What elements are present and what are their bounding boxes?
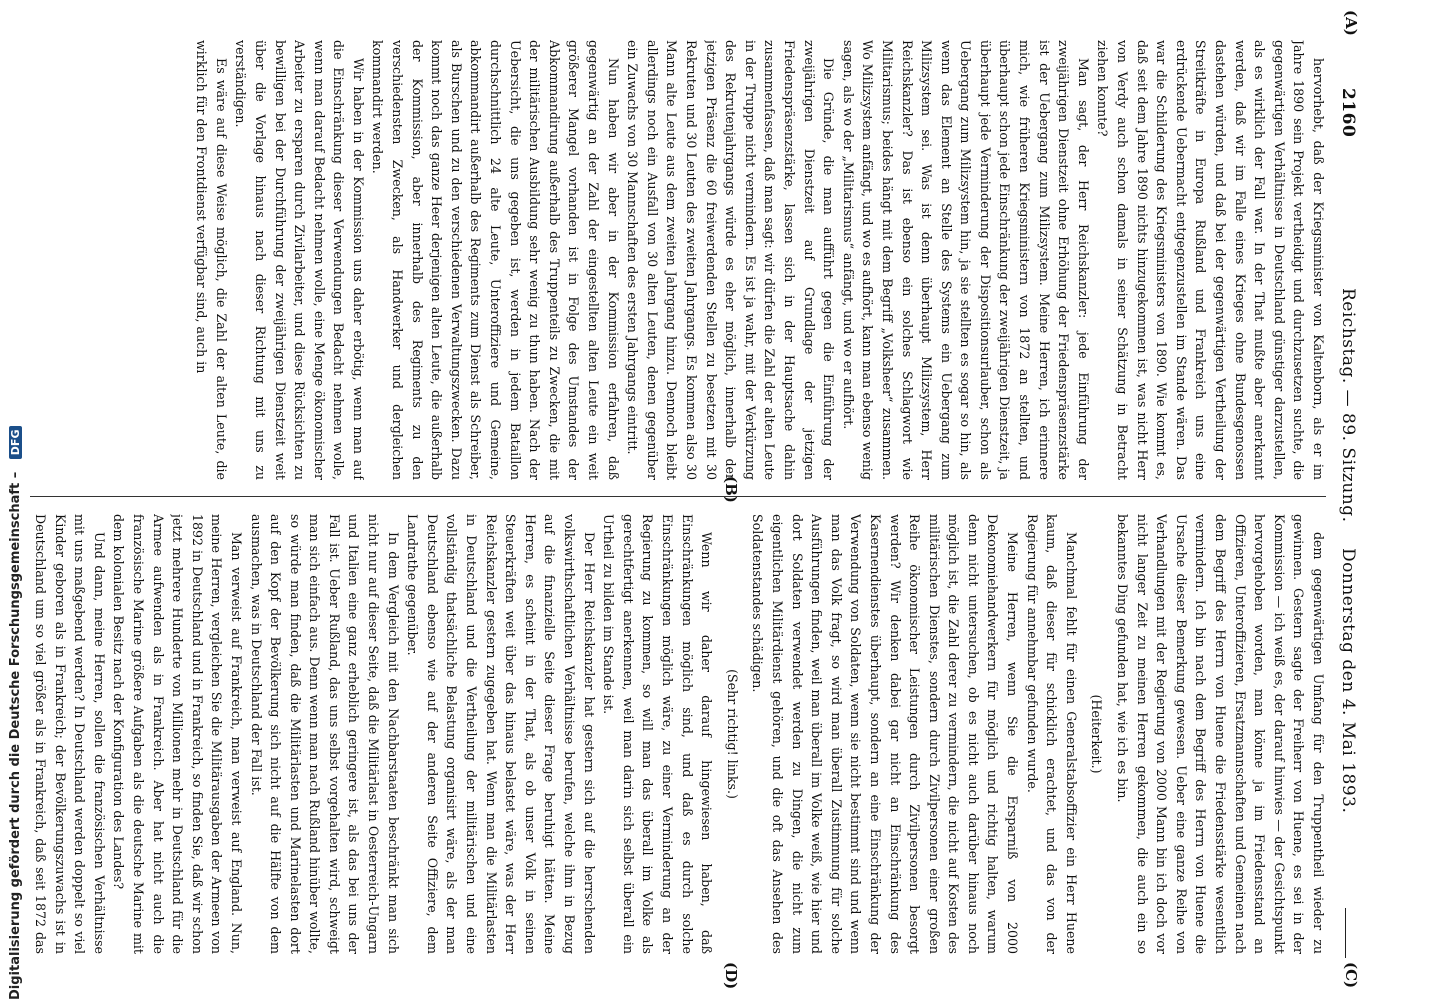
page-number: 2160 [1338,88,1358,138]
margin-mark-d: (D) [722,962,740,990]
header-title: Reichstag. — 89. Sitzung. [1338,288,1358,523]
margin-mark-a: (A) [1342,10,1360,36]
column-divider [26,496,1326,497]
margin-mark-b: (B) [722,476,740,503]
margin-mark-c: (C) [1342,962,1360,989]
paragraph: Wir haben in der Kommission uns daher erbötig, wenn man auf die Einschränkung dieser Verwendungen Bedacht nehmen wolle, wenn man darauf Bedacht nehmen wolle, eine Menge ökonomischer Arbeiter zu ersparen durch Zivilarbeiter, und diese Rücksichten zu bewilligen bei der Durchführung der zweijährigen Dienstzeit weit über die Vorlage hinaus nach dieser Richtung mit uns zu verständigen. [233,40,366,480]
right-column [18,514,1328,954]
paragraph: In dem Vergleich mit den Nachbarstaaten beschränkt man sich nicht nur auf dieser Seite, daß die Militärlast in Oesterreich-Ungarn und Italien eine ganz erheblich geringere ist, als das bei uns der Fall ist. Ueber Rußland, das uns selbst vorgehalten wird, schweigt man sich einfach aus. Denn wenn man nach Rußland hinüber wollte, so würde man finden, daß die Militärlasten und Marinelasten dort auf den Kopf der Bevölkerung sich nicht auf die Hälfte von dem ausmachen, was in Deutschland der Fall ist. [248,514,401,954]
digitization-credit-strip [0,0,30,1000]
paragraph: Man verweist auf Frankreich, man verweist auf England. Nun, meine Herren, vergleichen Sie die Militärausgaben der Armeen von 1892 in Deutschland und in Frankreich, so finden Sie, daß wir schon jetzt mehrere Hunderte von Millionen mehr in Deutschland für die Armee aufwenden als in Frankreich. Aber hat nicht auch die französische Marine größere Aufgaben als die deutsche Marine mit dem kolonialen Besitz nach der Konfiguration des Landes? [111,514,244,954]
interjection: (Sehr richtig! links.) [724,669,740,799]
digitization-credit [8,10,23,1000]
paragraph: Der Herr Reichskanzler hat gestern sich auf die herrschenden volkswirthschaftlichen Verhältnisse berufen, welche ihm in Bezug auf die finanzielle Seite dieser Frage beruhigt hätten. Meine Herren, es scheint in der That, als ob unser Volk in seinen Steuerkräften weit über das hinaus belastet wäre, was der Herr Reichskanzler gestern zugegeben hat. Wenn man die Militärlasten in Deutschland und die Vertheilung der militärischen und eine vollständig thatsächliche Belastung organisirt wäre, als der man Deutschland ebenso wie auf der anderen Seite Offiziere, dem Landrathe gegenüber. [405,514,597,954]
paragraph: Es wäre auf diese Weise möglich, die Zahl der alten Leute, die wirklich für den Frontdienst verfügbar sind, auch in [194,40,229,480]
paragraph: Manchmal fehlt für einen Generalstabsoffizier ein Herr Huene kaum, daß dieser für schicklich erachtet, und das von der Regierung für annehmbar gefunden wurde. [1024,514,1079,954]
page-header [1332,48,1362,958]
paragraph: hervorhebt, daß der Kriegsminister von Kaltenborn, als er im Jahre 1890 sein Projekt vertheidigt und durchzusetzen suchte, die gegenwärtigen Verhältnisse in Deutschland günstiger darzustellen, als es wirklich der Fall war. In der That mußte aber anerkannt werden, daß wir im Falle eines Krieges ohne Bundesgenossen dastehen würden, und daß bei der gegenwärtigen Vertheilung der Streitkräfte in Europa Rußland und Frankreich uns eine erdrückende Uebermacht entgegenzustellen im Stande wären. Das war die Schilderung des Kriegsministers von 1890. Wie kommt es, daß seit dem Jahre 1890 nichts hinzugekommen ist, was nicht Herr von Verdy auch schon damals in seiner Schätzung in Betracht ziehen konnte? [1095,40,1326,480]
paragraph: Und dann, meine Herren, sollen die französischen Verhältnisse mit uns maßgebend werden? In Deutschland werden doppelt so viel Kinder geboren als in Frankreich; der Bevölkerungszuwachs ist in Deutschland um so viel größer als in Frankreich, daß seit 1872 das [33,514,107,954]
header-rule [1345,908,1346,958]
paragraph: Wenn wir daher darauf hingewiesen haben, daß Einschränkungen möglich sind, und daß es durch solche Einschränkungen möglich wäre, zu einer Verminderung an der Regierung zu kommen, so will man das überall im Volke als gerechtfertigt anerkennen, weil man darin sich selbst überall ein Urtheil zu bilden im Stande ist. [601,514,715,954]
left-column [18,40,1328,480]
paragraph: dem gegenwärtigen Umfang für den Truppentheil wieder zu gewinnen. Gestern sagte der Freiherr von Huene, es sei in der Kommission — ich weiß es, der darauf hinwies — der Gesichtspunkt hervorgehoben worden, man könne ja im Friedensstand an Offizieren, Unteroffizieren, Ersatzmannschaften und Gemeinen nach dem Begriff des Herrn von Huene die Friedensstärke wesentlich vermindern. Ich bin nach dem Begriff des Herrn von Huene die Ursache dieser Bemerkung gewesen. Ueber eine ganze Reihe von Verhandlungen mit der Regierung von 2000 Mann bin ich doch vor nicht langer Zeit zu meinen Herren gekommen, die auch ein so bekanntes Ding gefunden hat, wie ich es bin. [1115,514,1326,954]
interjection: (Heiterkeit.) [1089,694,1105,774]
paragraph: Man sagt, der Herr Reichskanzler: jede Einführung der zweijährigen Dienstzeit ohne Erhöhung der Friedenspräsenzstärke ist der Uebergang zum Milizsystem. Meine Herren, ich erinnere mich, wie früheren Kriegsministern von 1872 an stellten, und überhaupt schon jede Einschränkung der zweijährigen Dienstzeit, ja überhaupt jede Verminderung der Dispositionsurlauber, schon als Uebergang zum Milizsystem hin, ja sie stellten es sogar so hin, als wenn das Element an Stelle des Systems ein Uebergang zum Milizsystem sei. Was ist denn überhaupt Milizsystem, Herr Reichskanzler? Das ist ebenso ein solches Schlagwort wie Militarismus; beides hängt mit dem Begriff „Volksheer“ zusammen. Wo Milizsystem anfängt, und wo es aufhört, kann man ebenso wenig sagen, als wo der „Militarismus“ anfängt, und wo er aufhört. [840,40,1091,480]
paragraph: Meine Herren, wenn Sie die Ersparniß von 2000 Dekonomiehandwerkern für möglich und richtig halten, warum denn nicht untersuchen, ob es nicht auch darüber hinaus noch möglich ist, die Zahl derer zu vermindern, die nicht auf Kosten des militärischen Dienstes, sondern durch Zivilpersonen einer großen Reihe ökonomischer Leistungen durch Zivilpersonen besorgt werden? Wir denken dabei gar nicht an Einschränkung des Kasernendienstes überhaupt, sondern an eine Einschränkung der Verwendung von Soldaten, wenn sie nicht bestimmt sind und wenn man das Volk fragt, so wird man überall Zustimmung für solche Ausführungen finden, weil man überall im Volke weiß, wie hier und dort Soldaten verwendet werden zu Dingen, die nicht zum eigentlichen Militärdienst gehören, und die oft das Ansehen des Soldatenstandes schädigen. [750,514,1021,954]
digitization-credit-text: Digitalisierung gefördert durch die Deutsche Forschungsgemeinschaft – [8,471,23,1000]
paragraph: Die Gründe, die man aufführt gegen die Einführung der zweijährigen Dienstzeit auf Grundlage der jetzigen Friedenspräsenzstärke, lassen sich in der Hauptsache dahin zusammenfassen, daß man sagt: wir dürfen die Zahl der alten Leute in der Truppe nicht vermindern. Es ist ja wahr, mit der Verkürzung des Rekrutenjahrgangs würde es eher möglich, innerhalb der jetzigen Präsenz die 60 freiwerdenden Stellen zu besetzen mit 30 Rekruten und 30 Leuten des zweiten Jahrgangs. Es kommen also 30 Mann alte Leute aus dem zweiten Jahrgang hinzu. Dennoch bleibt allerdings noch ein Ausfall von 30 alten Leuten, denen gegenüber ein Zuwachs von 30 Mannschaften des ersten Jahrgangs eintritt. [625,40,837,480]
paragraph: Nun haben wir aber in der Kommission erfahren, daß gegenwärtig an der Zahl der eingestellten alten Leute ein weit größerer Mangel vorhanden ist in Folge des Umstandes der Abkommandirung außerhalb des Truppenteils zu Zwecken, die mit der militärischen Ausbildung sehr wenig zu thun haben. Nach der Uebersicht, die uns gegeben ist, werden in jedem Bataillon durchschnittlich 24 alte Leute, Unteroffiziere und Gemeine, abkommandirt außerhalb des Regiments zum Dienst als Schreiber, als Burschen und zu den verschiedenen Verwaltungszwecken. Dazu kommt noch das ganze Heer derjenigen alten Leute, die außerhalb der Kommission, aber innerhalb des Regiments zu den verschiedensten Zwecken, als Handwerker und dergleichen kommandirt werden. [370,40,621,480]
header-date: Donnerstag den 4. Mai 1893. [1338,548,1358,814]
dfg-logo: DFG [9,426,22,460]
